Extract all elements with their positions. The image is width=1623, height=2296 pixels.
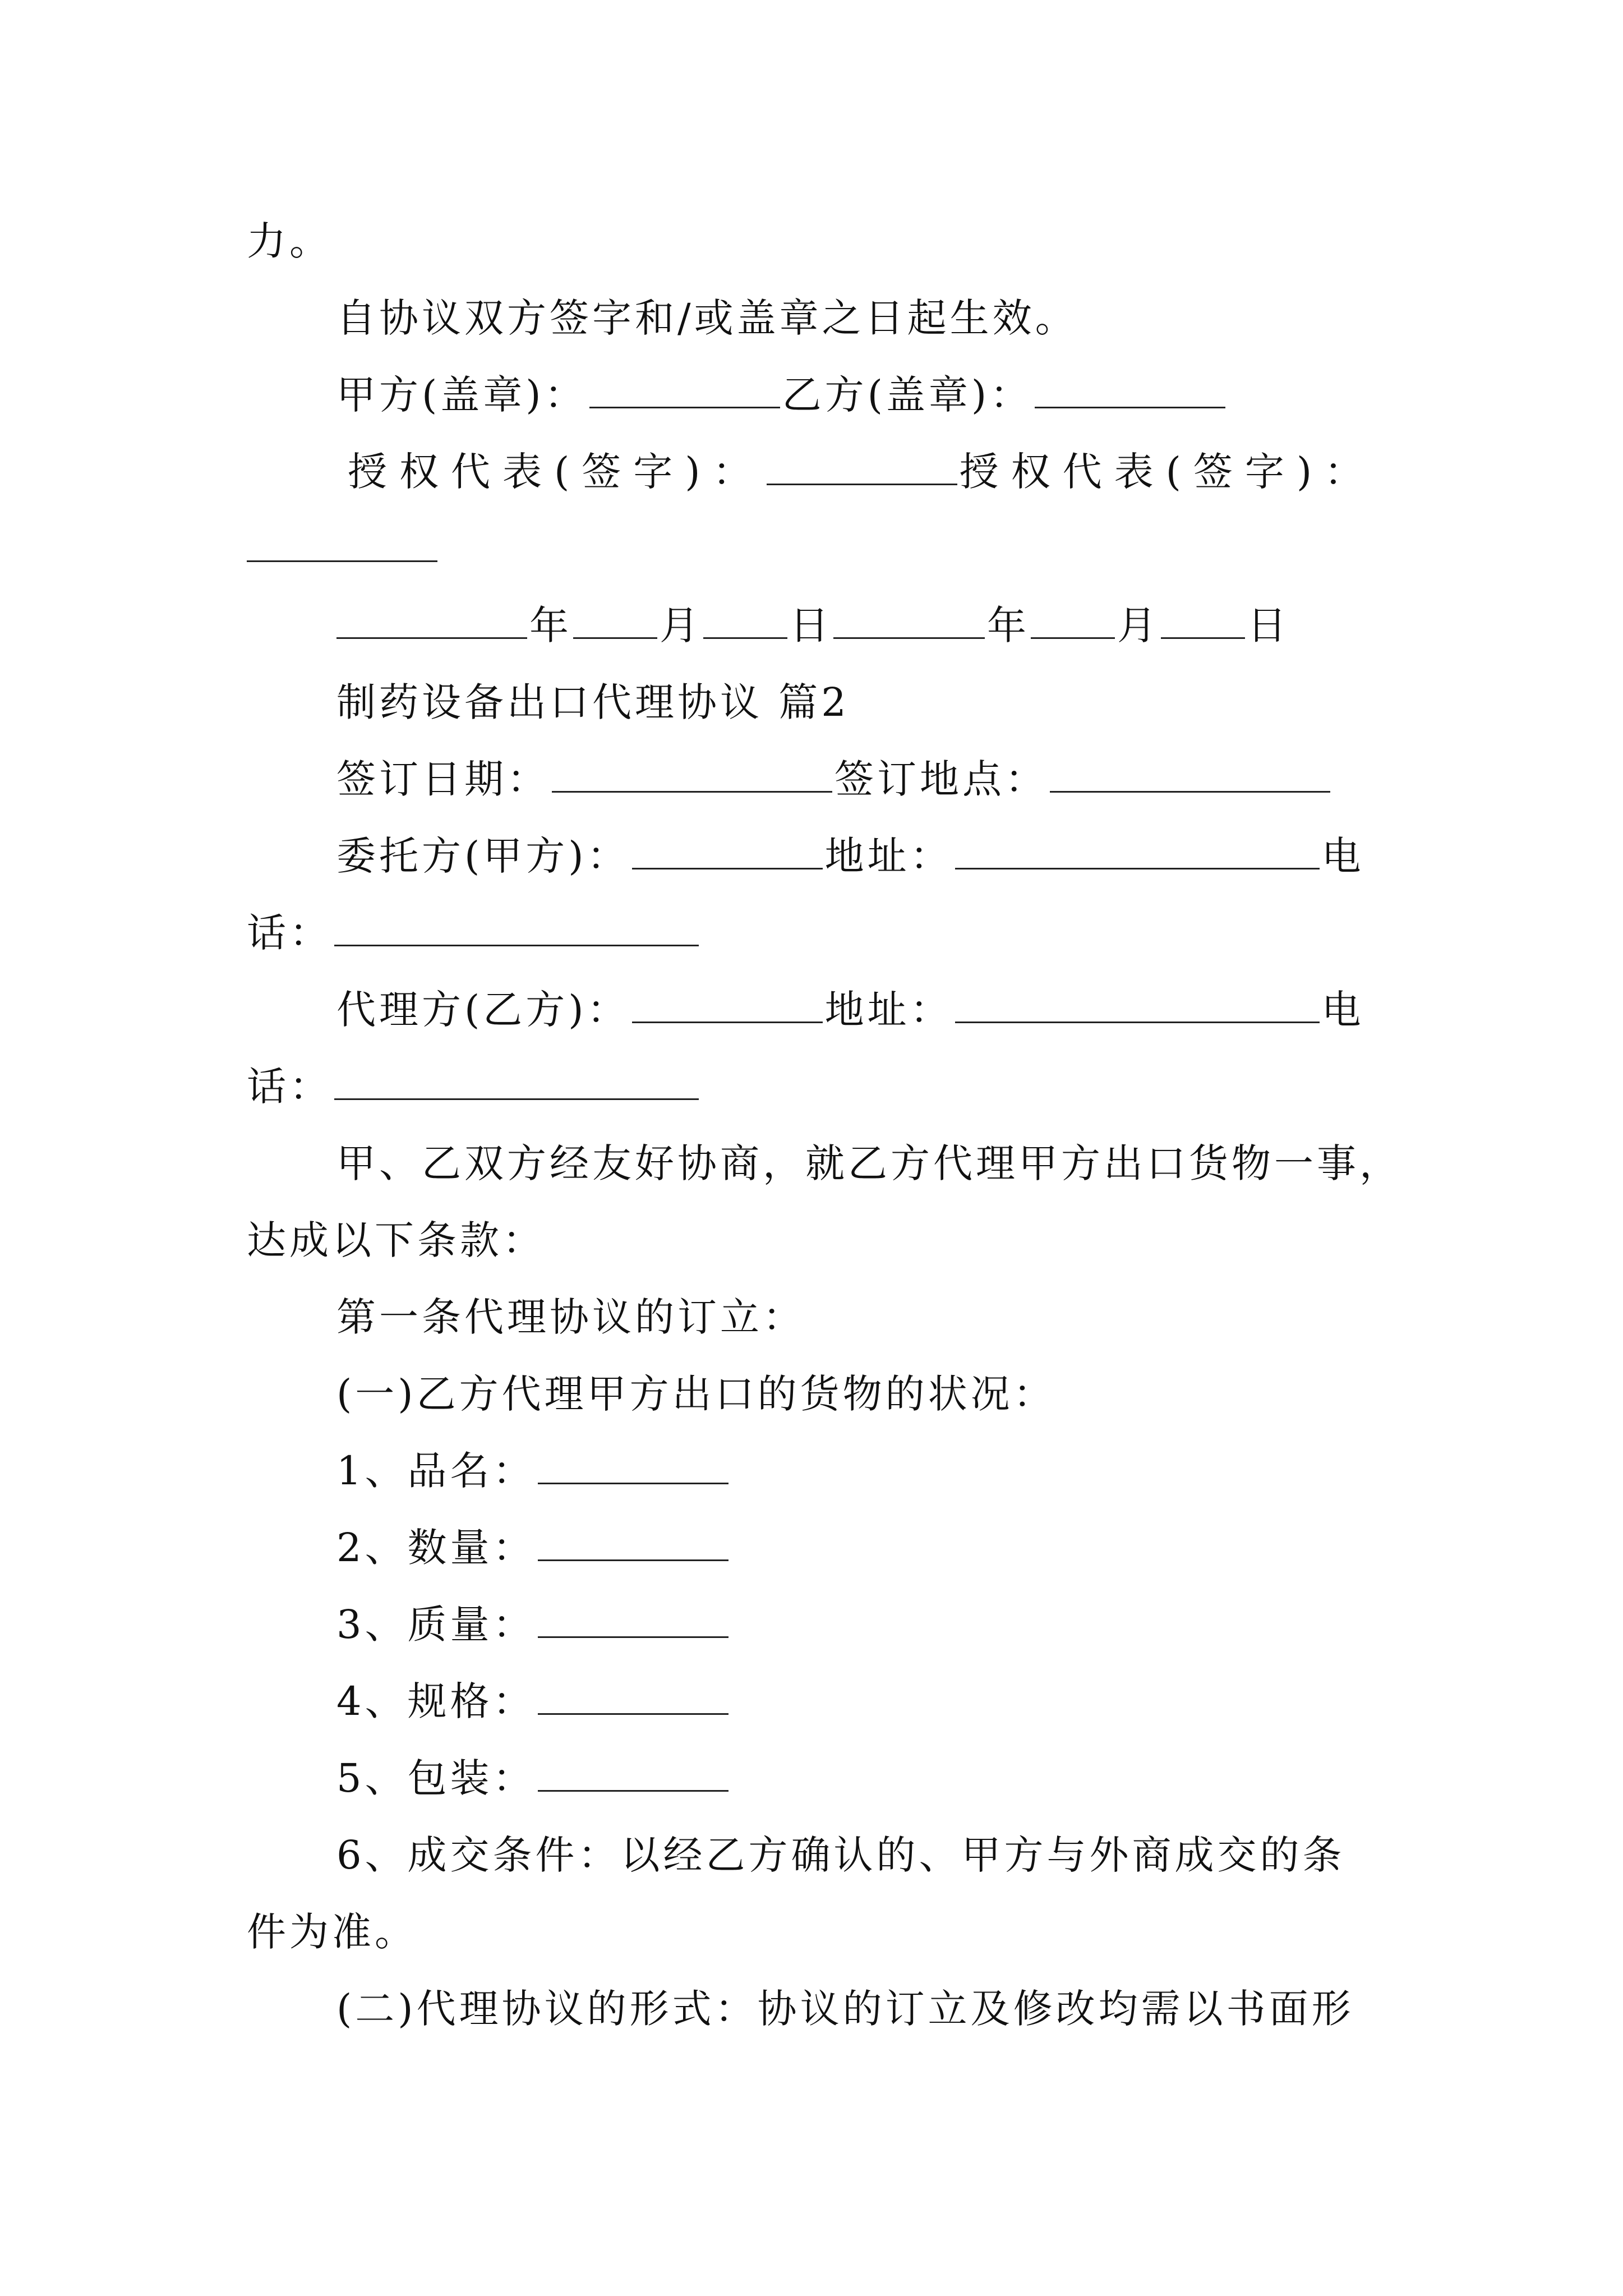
sign-place-label: 签订地点： [834, 756, 1048, 802]
blank-field [538, 1604, 728, 1638]
item-label: 3、质量： [336, 1602, 536, 1648]
list-item [247, 1514, 1391, 1581]
text: 件为准。 [247, 1909, 417, 1955]
item-label: 5、包装： [336, 1755, 536, 1801]
party-a-seal-label: 甲方(盖章)： [336, 372, 587, 418]
blank-field [334, 912, 699, 946]
list-item [247, 1591, 1391, 1658]
party-b-representative-label: 授权代表(签字)： [959, 449, 1376, 495]
day-label: 日 [790, 602, 831, 648]
text-line [247, 1130, 1402, 1197]
party-b-seal-label: 乙方(盖章)： [782, 372, 1033, 418]
text: (二)代理协议的形式：协议的订立及修改均需以书面形 [336, 1986, 1354, 2032]
text: 6、成交条件：以经乙方确认的、甲方与外商成交的条 [336, 1832, 1345, 1878]
principal-label: 委托方(甲方)： [336, 833, 630, 879]
text-line [247, 746, 1391, 813]
text-line [247, 1898, 1391, 1966]
blank-field [538, 1681, 728, 1715]
list-item [247, 1437, 1391, 1504]
blank-field [632, 835, 823, 869]
blank-field [538, 1527, 728, 1561]
item-label: 1、品名： [336, 1448, 536, 1494]
address-label: 地址： [824, 987, 953, 1033]
item-label: 2、数量： [336, 1525, 536, 1571]
list-item [247, 1668, 1391, 1735]
date-line [247, 592, 1391, 659]
blank-field [334, 1066, 699, 1100]
text-line [247, 1053, 1391, 1120]
blank-field [552, 758, 832, 793]
text: (一)乙方代理甲方出口的货物的状况： [336, 1371, 1056, 1417]
blank-field [833, 605, 985, 639]
blank-field [247, 528, 437, 562]
agent-label: 代理方(乙方)： [336, 987, 630, 1033]
year-label: 年 [529, 602, 571, 648]
section-heading [247, 669, 1391, 736]
blank-field [1161, 605, 1245, 639]
day-label: 日 [1247, 602, 1289, 648]
text-line [247, 1207, 1391, 1274]
signature-line [247, 438, 1391, 505]
seal-line [247, 361, 1391, 429]
text-line [247, 899, 1391, 967]
text-line [247, 1975, 1391, 2042]
text: 甲、乙双方经友好协商，就乙方代理甲方出口货物一事， [336, 1140, 1402, 1186]
address-label: 地址： [824, 833, 953, 879]
blank-field [632, 989, 823, 1023]
text-line [247, 822, 1391, 890]
month-label: 月 [1117, 602, 1159, 648]
list-item [247, 1745, 1391, 1812]
blank-field [538, 1757, 728, 1792]
text: 达成以下条款： [247, 1217, 545, 1263]
blank-field [538, 1450, 728, 1484]
blank-field [767, 451, 957, 485]
blank-field [573, 605, 657, 639]
article-heading: 第一条代理协议的订立： [336, 1294, 805, 1340]
blank-field [955, 989, 1320, 1023]
text-line [247, 976, 1391, 1043]
text-line [247, 284, 1391, 352]
blank-field [1031, 605, 1115, 639]
sign-date-label: 签订日期： [336, 756, 550, 802]
party-a-representative-label: 授权代表(签字)： [348, 449, 764, 495]
text-line [247, 1283, 1391, 1351]
blank-field [336, 605, 527, 639]
blank-field [1050, 758, 1330, 793]
blank-field [589, 374, 780, 408]
blank-field [955, 835, 1320, 869]
month-label: 月 [660, 602, 701, 648]
text-line [247, 1821, 1391, 1889]
blank-field [703, 605, 787, 639]
text: 电 [1321, 987, 1364, 1033]
text: 力。 [247, 218, 332, 264]
phone-label: 话： [247, 1064, 332, 1110]
text-line [247, 1360, 1391, 1428]
section-title: 制药设备出口代理协议 篇2 [336, 679, 850, 725]
year-label: 年 [987, 602, 1029, 648]
item-label: 4、规格： [336, 1678, 536, 1724]
text: 自协议双方签字和/或盖章之日起生效。 [336, 295, 1078, 341]
phone-label: 话： [247, 910, 332, 956]
text: 电 [1321, 833, 1364, 879]
text-line [247, 208, 1391, 275]
blank-line [247, 515, 1391, 582]
blank-field [1035, 374, 1225, 408]
